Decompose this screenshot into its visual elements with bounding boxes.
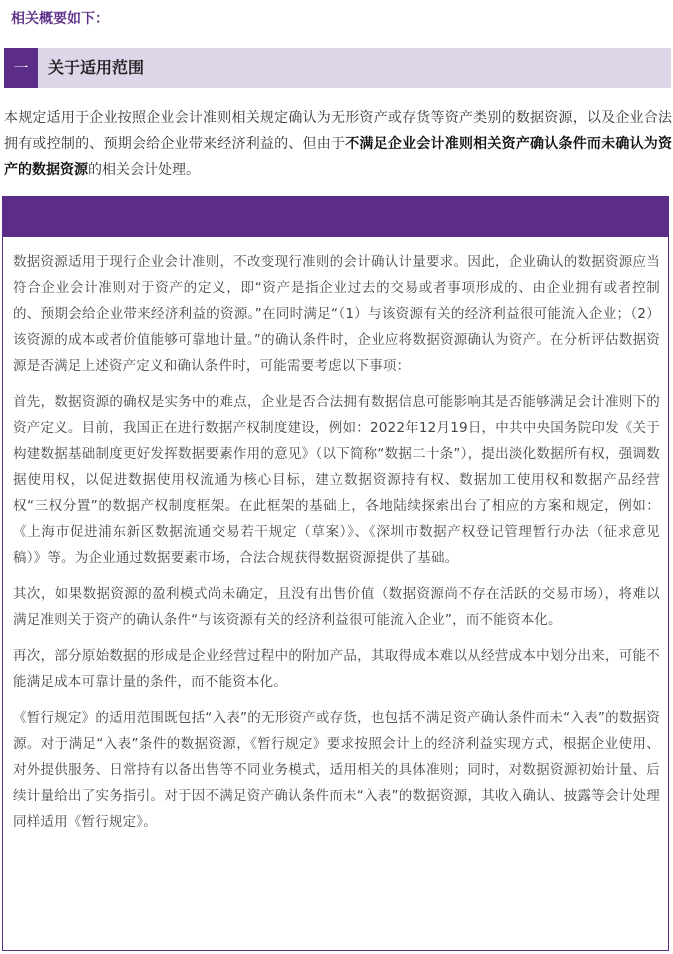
box-paragraph: 首先，数据资源的确权是实务中的难点，企业是否合法拥有数据信息可能影响其是否能够满足会计准则下的资产定义。目前，我国正在进行数据产权制度建设，例如：2022年12月19日，中共中央国务院印发《关于构建数据基础制度更好发挥数据要素作用的意见》（以下简称“数据二十条”），提出淡化数据所有权，强调数据使用权，以促进数据使用权流通为核心目标，建立数据资源持有权、数据加工使用权和数据产品经营权“三权分置”的数据产权制度框架。在此框架的基础上，各地陆续探索出台了相应的方案和规定，例如：《上海市促进浦东新区数据流通交易若干规定（草案）》、《深圳市数据产权登记管理暂行办法（征求意见稿）》等。为企业通过数据要素市场，合法合规获得数据资源提供了基础。	[13, 394, 660, 566]
intro-heading: 相关概要如下：	[11, 11, 109, 27]
scope-paragraph	[4, 105, 672, 183]
scope-text-after: 的相关会计处理。	[88, 162, 200, 178]
explanation-box	[2, 196, 669, 951]
box-paragraph: 《暂行规定》的适用范围既包括“入表”的无形资产或存货，也包括不满足资产确认条件而未“入表”的数据资源。对于满足“入表”条件的数据资源，《暂行规定》要求按照会计上的经济利益实现方式，根据企业使用、对外提供服务、日常持有以备出售等不同业务模式，适用相关的具体准则；同时，对数据资源初始计量、后续计量给出了实务指引。对于因不满足资产确认条件而未“入表”的数据资源，其收入确认、披露等会计处理同样适用《暂行规定》。	[13, 710, 660, 830]
section-number-badge: 一	[4, 48, 38, 88]
scope-emphasis: 不满足企业会计准则相关资产确认条件而未确认为资产的数据资源	[4, 136, 673, 178]
section-header	[4, 48, 671, 88]
scope-text-before: 本规定适用于企业按照企业会计准则相关规定确认为无形资产或存货等资产类别的数据资源，以及企业合法拥有或控制的、预期会给企业带来经济利益的、但由于	[4, 110, 672, 152]
explanation-box-body	[13, 249, 660, 845]
box-paragraph: 数据资源适用于现行企业会计准则，不改变现行准则的会计确认计量要求。因此，企业确认的数据资源应当符合企业会计准则对于资产的定义，即“资产是指企业过去的交易或者事项形成的、由企业拥有或者控制的、预期会给企业带来经济利益的资源。”在同时满足“（1）与该资源有关的经济利益很可能流入企业；（2）该资源的成本或者价值能够可靠地计量。”的确认条件时，企业应将数据资源确认为资产。在分析评估数据资源是否满足上述资产定义和确认条件时，可能需要考虑以下事项：	[13, 254, 660, 374]
box-paragraph: 其次，如果数据资源的盈利模式尚未确定，且没有出售价值（数据资源尚不存在活跃的交易市场），将难以满足准则关于资产的确认条件“与该资源有关的经济利益很可能流入企业”，而不能资本化。	[13, 586, 660, 628]
section-title: 关于适用范围	[48, 58, 145, 77]
explanation-box-header-band	[3, 197, 668, 237]
box-paragraph: 再次，部分原始数据的形成是企业经营过程中的附加产品，其取得成本难以从经营成本中划分出来，可能不能满足成本可靠计量的条件，而不能资本化。	[13, 648, 660, 690]
